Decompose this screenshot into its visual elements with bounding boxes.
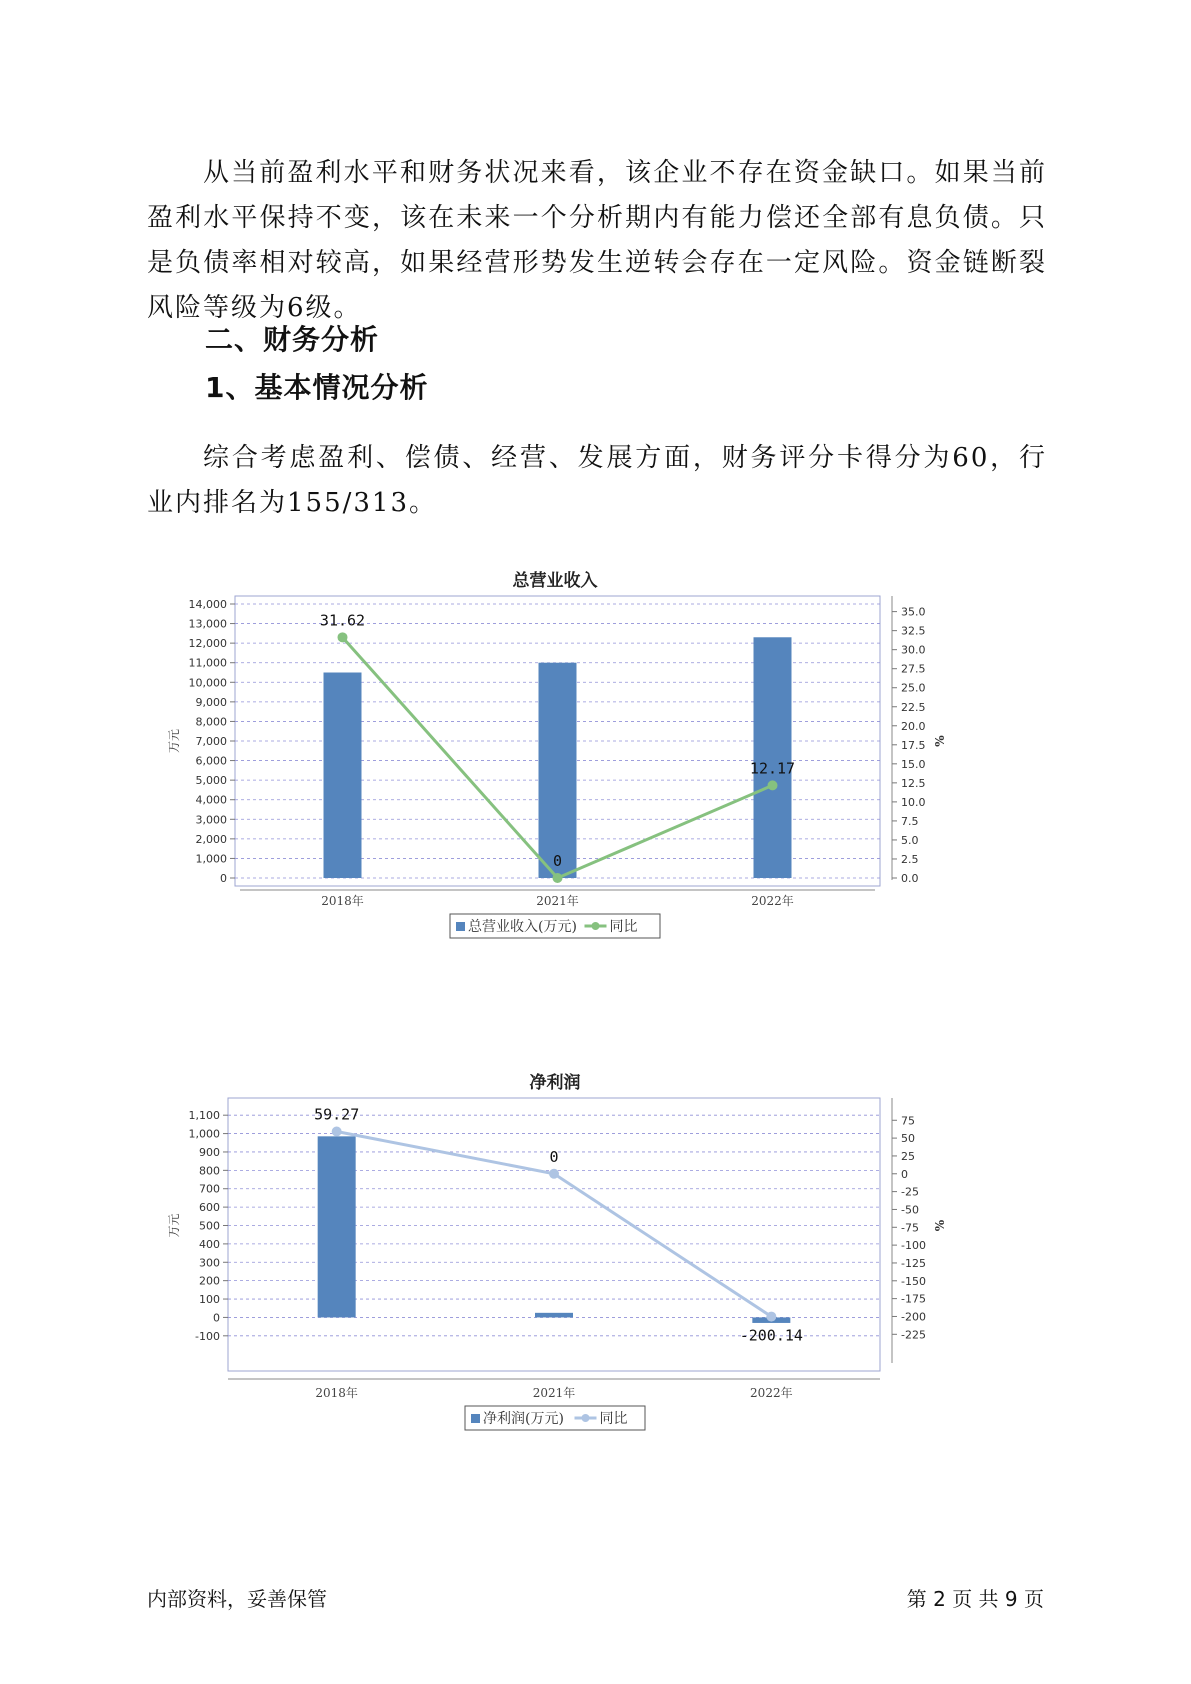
chart-title: 净利润 bbox=[529, 1073, 581, 1093]
y2-axis-label: % bbox=[933, 1219, 947, 1232]
y-tick-label: 1,100 bbox=[188, 1109, 220, 1123]
y2-tick-label: 25 bbox=[901, 1149, 915, 1163]
line-point bbox=[768, 780, 778, 790]
line-point bbox=[549, 1169, 559, 1179]
subsection-heading-basic-analysis: 1、基本情况分析 bbox=[205, 371, 429, 404]
y-tick-label: 300 bbox=[199, 1256, 220, 1270]
y2-tick-label: 17.5 bbox=[901, 738, 926, 752]
y-tick-label: 12,000 bbox=[188, 637, 227, 651]
y2-tick-label: 50 bbox=[901, 1132, 915, 1146]
y-axis-label: 万元 bbox=[167, 1213, 181, 1238]
bar bbox=[535, 1313, 573, 1318]
y2-tick-label: 30.0 bbox=[901, 643, 926, 657]
footer-confidential: 内部资料，妥善保管 bbox=[147, 1587, 327, 1611]
y2-tick-label: 5.0 bbox=[901, 833, 919, 847]
y-tick-label: 200 bbox=[199, 1274, 220, 1288]
y2-tick-label: 20.0 bbox=[901, 719, 926, 733]
legend-line-label: 同比 bbox=[599, 1411, 628, 1427]
y2-tick-label: -225 bbox=[901, 1328, 926, 1342]
x-tick-label: 2021年 bbox=[536, 894, 579, 908]
x-tick-label: 2022年 bbox=[751, 894, 794, 908]
y-tick-label: 1,000 bbox=[188, 1127, 220, 1141]
y2-tick-label: 35.0 bbox=[901, 605, 926, 619]
y-tick-label: 10,000 bbox=[188, 676, 227, 690]
y-tick-label: 7,000 bbox=[195, 735, 227, 748]
y2-tick-label: 0.0 bbox=[901, 872, 919, 885]
legend-line-marker bbox=[582, 1414, 590, 1422]
legend-line-label: 同比 bbox=[609, 919, 638, 935]
y-tick-label: 11,000 bbox=[188, 656, 227, 670]
legend-bar-label: 总营业收入(万元) bbox=[468, 919, 577, 935]
line-data-label: 12.17 bbox=[749, 759, 796, 778]
y2-tick-label: -200 bbox=[901, 1310, 926, 1324]
y2-tick-label: 10.0 bbox=[901, 795, 926, 809]
bar bbox=[324, 673, 362, 879]
x-tick-label: 2021年 bbox=[532, 1386, 576, 1400]
bar bbox=[318, 1136, 356, 1317]
bar bbox=[754, 637, 792, 878]
legend bbox=[450, 914, 660, 938]
line-point bbox=[332, 1126, 342, 1136]
paragraph-funding-gap: 从当前盈利水平和财务状况来看，该企业不存在资金缺口。如果当前盈利水平保持不变，该在未来一个分析期内有能力偿还全部有息负债。只是负债率相对较高，如果经营形势发生逆转会存在一定风险。资金链断裂风险等级为6级。 bbox=[147, 158, 1047, 323]
line-data-label: 59.27 bbox=[314, 1105, 360, 1124]
legend-bar-swatch bbox=[456, 922, 465, 931]
y-tick-label: 0 bbox=[213, 1311, 220, 1325]
y-tick-label: 14,000 bbox=[188, 598, 227, 611]
y2-tick-label: 22.5 bbox=[901, 700, 926, 714]
section-heading-financial-analysis: 二、财务分析 bbox=[205, 323, 380, 356]
y2-tick-label: -25 bbox=[901, 1185, 919, 1199]
legend-bar-swatch bbox=[471, 1414, 480, 1423]
y2-tick-label: 0 bbox=[901, 1167, 908, 1181]
legend-line-marker bbox=[592, 922, 600, 930]
line-point bbox=[338, 632, 348, 642]
line-data-label: -200.14 bbox=[739, 1326, 803, 1345]
y-tick-label: 600 bbox=[199, 1201, 220, 1215]
y-tick-label: 900 bbox=[199, 1145, 220, 1159]
y-tick-label: 500 bbox=[199, 1219, 220, 1233]
x-tick-label: 2018年 bbox=[315, 1386, 358, 1400]
y2-tick-label: 32.5 bbox=[901, 624, 926, 638]
y-tick-label: 1,000 bbox=[195, 852, 227, 866]
y2-tick-label: 12.5 bbox=[901, 776, 926, 790]
x-tick-label: 2022年 bbox=[750, 1386, 793, 1400]
y-tick-label: 4,000 bbox=[195, 793, 227, 807]
y2-tick-label: 25.0 bbox=[901, 681, 926, 695]
y2-tick-label: 15.0 bbox=[901, 757, 926, 771]
y2-tick-label: 27.5 bbox=[901, 662, 926, 676]
bar bbox=[539, 663, 577, 878]
chart-1-group bbox=[167, 1072, 947, 1430]
line-point bbox=[553, 873, 563, 883]
y-tick-label: 700 bbox=[199, 1182, 220, 1196]
y2-tick-label: -175 bbox=[901, 1292, 926, 1306]
revenue-chart bbox=[167, 568, 1030, 1018]
y-axis-label: 万元 bbox=[167, 728, 181, 754]
y-tick-label: 13,000 bbox=[188, 617, 227, 631]
y-tick-label: 5,000 bbox=[195, 774, 227, 788]
y-tick-label: 6,000 bbox=[195, 754, 227, 768]
y-tick-label: 100 bbox=[199, 1293, 220, 1307]
y-tick-label: 400 bbox=[199, 1237, 220, 1251]
y-tick-label: -100 bbox=[195, 1329, 220, 1343]
y2-tick-label: -125 bbox=[901, 1256, 926, 1270]
footer-page-number: 第 2 页 共 9 页 bbox=[906, 1587, 1044, 1611]
chart-title: 总营业收入 bbox=[512, 571, 598, 591]
y2-tick-label: 75 bbox=[901, 1114, 915, 1128]
legend-bar-label: 净利润(万元) bbox=[483, 1411, 564, 1427]
line-data-label: 0 bbox=[552, 852, 563, 870]
y2-tick-label: -150 bbox=[901, 1274, 926, 1288]
net-profit-chart-svg bbox=[167, 1070, 1030, 1540]
y-tick-label: 2,000 bbox=[195, 832, 227, 846]
line-point bbox=[766, 1312, 776, 1322]
y2-axis-label: % bbox=[933, 735, 947, 747]
legend bbox=[465, 1406, 645, 1430]
y-tick-label: 800 bbox=[199, 1164, 220, 1178]
y-tick-label: 0 bbox=[220, 872, 227, 885]
revenue-chart-svg bbox=[167, 568, 1030, 1018]
y2-tick-label: -50 bbox=[901, 1203, 919, 1217]
y-tick-label: 3,000 bbox=[195, 813, 227, 827]
y2-tick-label: -100 bbox=[901, 1239, 926, 1253]
y2-tick-label: 7.5 bbox=[901, 814, 919, 828]
line-data-label: 31.62 bbox=[319, 611, 366, 630]
paragraph-scorecard: 综合考虑盈利、偿债、经营、发展方面，财务评分卡得分为60，行业内排名为155/313。 bbox=[147, 443, 1047, 518]
net-profit-chart bbox=[167, 1070, 1030, 1540]
x-tick-label: 2018年 bbox=[321, 894, 364, 908]
chart-0-group bbox=[167, 570, 947, 938]
y-tick-label: 8,000 bbox=[195, 715, 227, 729]
y2-tick-label: -75 bbox=[901, 1221, 919, 1235]
y2-tick-label: 2.5 bbox=[901, 852, 919, 866]
y-tick-label: 9,000 bbox=[195, 695, 227, 709]
line-data-label: 0 bbox=[549, 1147, 559, 1166]
